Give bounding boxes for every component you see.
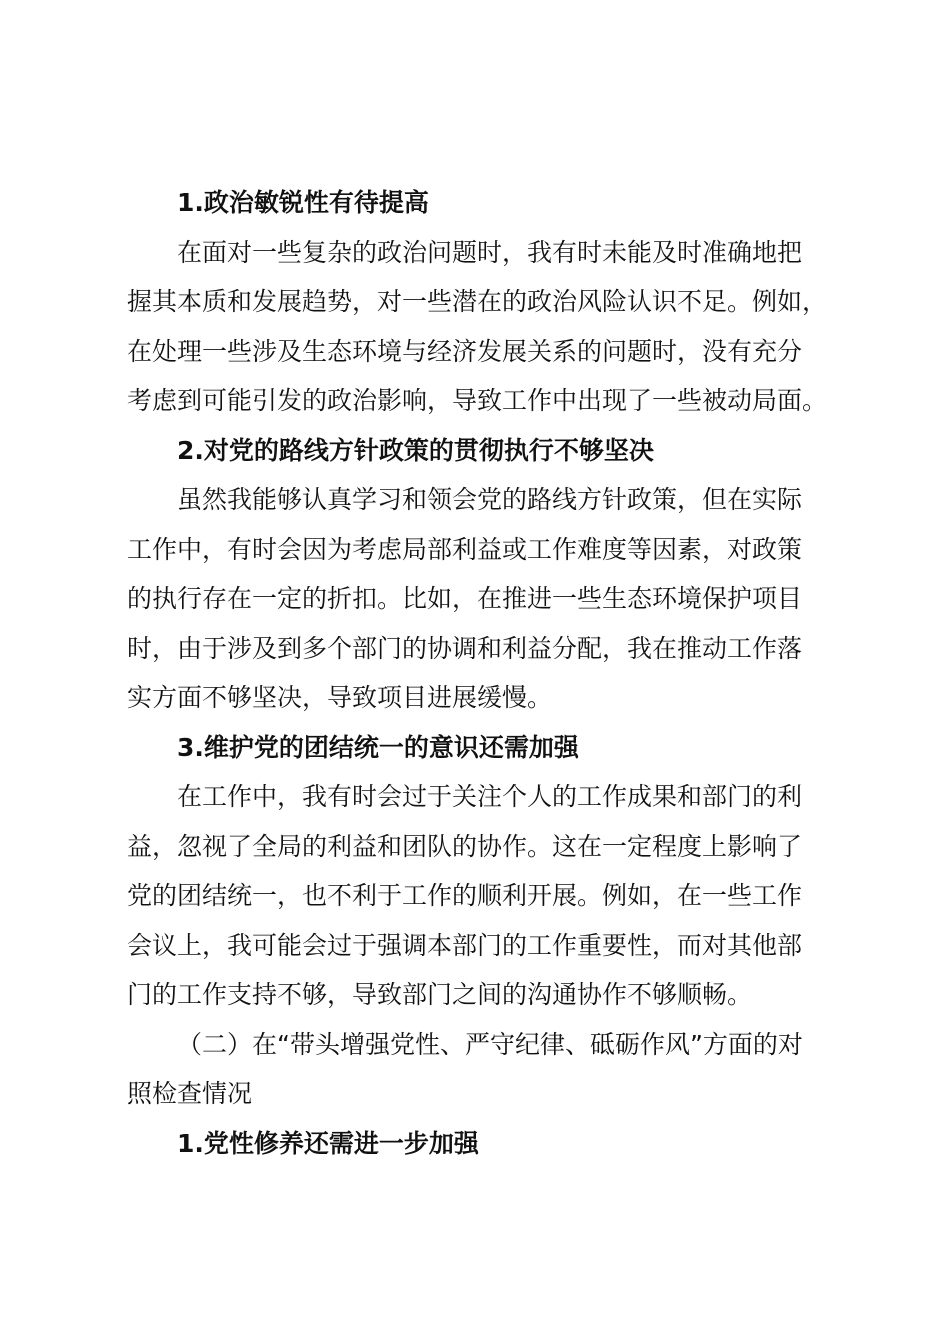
section-paragraph-3 xyxy=(127,772,829,1020)
paragraph-line: 在面对一些复杂的政治问题时，我有时未能及时准确地把 xyxy=(177,237,803,267)
paragraph-line: 虽然我能够认真学习和领会党的路线方针政策，但在实际 xyxy=(177,485,803,514)
paragraph-line: 党的团结统一，也不利于工作的顺利开展。例如，在一些工作 xyxy=(127,881,803,910)
paragraph-line: 益，忽视了全局的利益和团队的协作。这在一定程度上影响了 xyxy=(127,831,803,861)
paragraph-line: 时，由于涉及到多个部门的协调和利益分配，我在推动工作落 xyxy=(127,633,803,663)
section-heading-3: 3.维护党的团结统一的意识还需加强 xyxy=(177,732,579,762)
paragraph-line: 会议上，我可能会过于强调本部门的工作重要性，而对其他部 xyxy=(127,930,803,960)
paragraph-line: 在工作中，我有时会过于关注个人的工作成果和部门的利 xyxy=(177,782,803,811)
paragraph-line: 考虑到可能引发的政治影响，导致工作中出现了一些被动局面。 xyxy=(127,386,828,415)
paragraph-line: 实方面不够坚决，导致项目进展缓慢。 xyxy=(127,683,553,712)
subsection-line: 照检查情况 xyxy=(127,1079,253,1108)
section-paragraph-1 xyxy=(127,228,829,426)
paragraph-line: 工作中，有时会因为考虑局部利益或工作难度等因素，对政策 xyxy=(127,534,803,564)
section-heading-2: 2.对党的路线方针政策的贯彻执行不够坚决 xyxy=(177,435,654,465)
document-page xyxy=(127,178,829,1168)
final-heading: 1.党性修养还需进一步加强 xyxy=(177,1128,479,1158)
paragraph-line: 门的工作支持不够，导致部门之间的沟通协作不够顺畅。 xyxy=(127,980,753,1009)
section-heading-1: 1.政治敏锐性有待提高 xyxy=(177,188,429,217)
paragraph-line: 握其本质和发展趋势，对一些潜在的政治风险认识不足。例如， xyxy=(127,287,828,316)
paragraph-line: 在处理一些涉及生态环境与经济发展关系的问题时，没有充分 xyxy=(127,336,803,366)
subsection-title xyxy=(127,1020,829,1119)
subsection-line: （二）在“带头增强党性、严守纪律、砥砺作风”方面的对 xyxy=(177,1029,803,1059)
paragraph-line: 的执行存在一定的折扣。比如，在推进一些生态环境保护项目 xyxy=(127,584,803,613)
section-paragraph-2 xyxy=(127,475,829,723)
